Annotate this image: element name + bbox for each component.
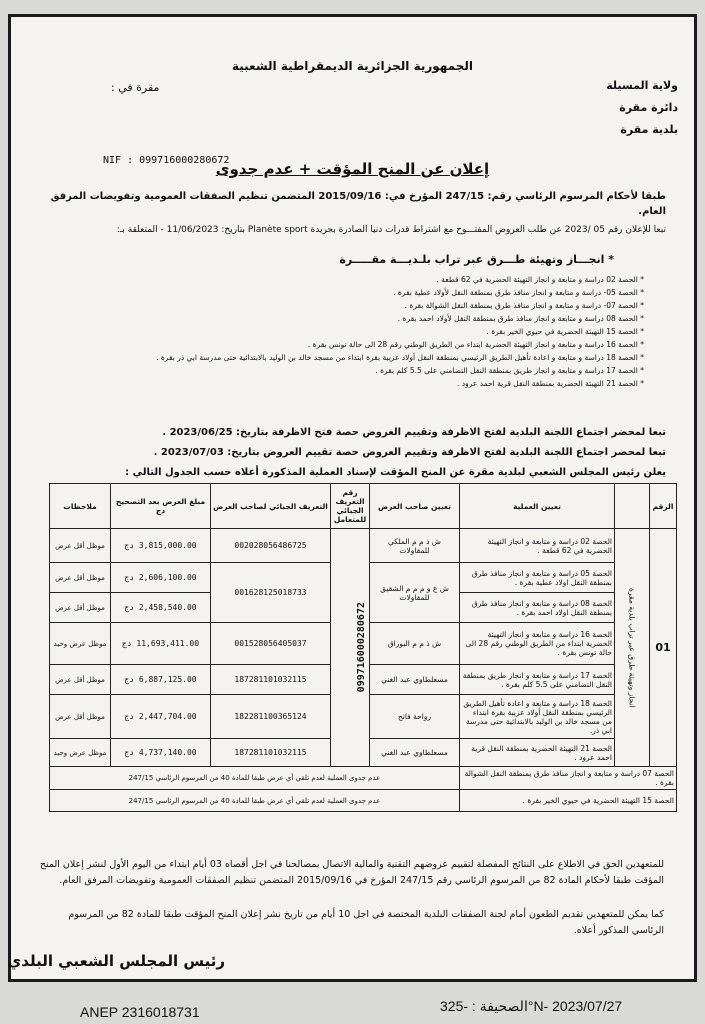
lot-item: * الحصة 08 دراسة و متابعة و انجاز منافذ طرق بمنطقة النقل لأولاد احمد بقرة . [397, 314, 644, 323]
place-date: مقرة في : [111, 81, 160, 94]
amount-value: 11,693,411.00 [136, 639, 200, 648]
announcement-page [8, 14, 697, 982]
award-table [49, 483, 677, 812]
note-cell: موظل عرض وحيد [50, 739, 111, 767]
operation-cell: الحصة 17 دراسة و متابعة و انجاز طريق بمنطقة النقل التضامني على 5.5 كلم بقرة . [460, 665, 615, 695]
table-row-unsuccessful [50, 790, 677, 812]
intro-line-2: تبعا للإعلان رقم 05 /2023 عن طلب العروض المفتـــوح مع اشتراط قدرات دنيا الصادرة بجريدة Planète sport بتاريخ: 11/06/2023 - المتعلقة بـ: [116, 225, 666, 235]
lot-item: * الحصة 15 التهيئة الحضرية في حيوي الخير بقرة . [486, 327, 644, 336]
note-cell: موظل أقل عرض [50, 665, 111, 695]
authority-block [518, 75, 678, 141]
operation-cell: الحصة 08 دراسة و متابعة و انجاز منافذ طرق بمنطقة النقل اولاد احمد بقرة . [460, 593, 615, 623]
project-vertical-label: انجاز وتهيئة طرق عبر تراب بلدية مقرة [615, 529, 650, 767]
fiscal-id-cell: 182281100365124 [211, 695, 331, 739]
header-project [615, 484, 650, 529]
lot-number: 01 [650, 529, 677, 767]
republic-header: الجمهورية الجزائرية الديمقراطية الشعبية [231, 59, 474, 73]
bidder-cell: مسعلطاوي عبد الغني [370, 739, 460, 767]
lot-item: * الحصة 21 التهيئة الحضرية بمنطقة النقل قرية احمد عرود . [456, 379, 644, 388]
amount-value: 2,458,540.00 [138, 603, 197, 612]
nif-cell [331, 529, 370, 767]
amount-value: 6,887,125.00 [138, 675, 197, 684]
wilaya-label: ولاية المسيلة [606, 79, 678, 92]
currency-label: دج [124, 541, 134, 550]
amount-cell [111, 665, 211, 695]
currency-label: دج [124, 603, 134, 612]
note-cell: موظل أقل عرض [50, 563, 111, 593]
lot-item: * الحصة 16 دراسة و متابعة و انجاز التهيئة الحضرية ابتداء من الطريق الوطني رقم 28 الى حالة تونس بقرة . [307, 340, 644, 349]
announcement-title: إعلان عن المنح المؤقت + عدم جدوى [215, 160, 490, 178]
unsuccessful-note: عدم جدوى العملية لعدم تلقي أي عرض طبقا للمادة 40 من المرسوم الرئاسي 247/15 [50, 790, 460, 812]
bidder-cell: رواحة فاتح [370, 695, 460, 739]
operation-cell: الحصة 07 دراسة و متابعة و انجاز منافذ طرق بمنطقة النقل الشوالة بقرة . [460, 767, 677, 790]
lots-list [84, 273, 644, 390]
currency-label: دج [124, 573, 134, 582]
lot-item: * الحصة 18 دراسة و متابعة و اعادة تأهيل الطريق الرئيسي بمنطقة النقل أولاد عزيبة بقرة ابتداء من مسجد خالد بن الوليد بالابتدائية حتى مدرسة ابي ذر بقرة . [156, 353, 644, 362]
note-cell: موظل عرض وحيد [50, 623, 111, 665]
table-row-unsuccessful [50, 767, 677, 790]
minutes-line-1: تبعا لمحضر اجتماع اللجنة البلدية لفتح الاظرفة وتقييم العروض حصة فتح الاظرفة بتاريخ: 2023/06/25 . [162, 427, 666, 438]
fiscal-id-cell: 001528056405037 [211, 623, 331, 665]
baladia-label: بلدية مقرة [620, 123, 678, 136]
bidder-cell: مسعلطاوي عبد الغني [370, 665, 460, 695]
bidder-cell: ش ذ م م البوراق [370, 623, 460, 665]
project-title: * انجـــاز وتهيئة طـــرق عبر تراب بلـديـــة مقـــــرة [339, 253, 614, 266]
fiscal-id-cell: 001628125018733 [211, 563, 331, 623]
anep-reference: ANEP 2316018731 [80, 1004, 200, 1020]
header-amount: مبلغ العرض بعد التصحيح دج [111, 484, 211, 529]
operation-cell: الحصة 18 دراسة و متابعة و اعادة تأهيل الطريق الرئيسي بمنطقة النقل أولاد عزيبة بقرة ابتداء من مسجد خالد بن الوليد بالابتدائية حتى مدرسة ابي ذر. [460, 695, 615, 739]
daira-label: دائرة مقرة [619, 101, 678, 114]
footer-paragraph-1: للمتعهدين الحق في الاطلاع على النتائج المفصلة لتقييم عروضهم التقنية والمالية الاتصال بمصالحنا في اجل أقصاه 03 أيام ابتداء من اليوم الأول لنشر إعلان المنح المؤقت طبقا لأحكام المادة 82 من المرسوم الرئاسي رقم 247/15 المؤرخ في 2015/09/16 المتضمن تنظيم الصفقات العمومية وتفويضات المرفق العام. [39, 859, 664, 886]
note-cell: موظل أقل عرض [50, 529, 111, 563]
currency-label: دج [124, 675, 134, 684]
header-nif: رقم التعريف الجبائي للمتعامل [331, 484, 370, 529]
header-bidder: تعيين صاحب العرض [370, 484, 460, 529]
amount-cell [111, 695, 211, 739]
footer-paragraph-2: كما يمكن للمتعهدين تقديم الطعون أمام لجنة الصفقات البلدية المختصة في اجل 10 أيام من تاريخ نشر إعلان المنح المؤقت طبقا للمادة 82 من المرسوم الرئاسي المذكور أعلاه. [68, 909, 664, 936]
header-notes: ملاحظات [50, 484, 111, 529]
bidder-cell: ش ذ م م الملكي للمقاولات [370, 529, 460, 563]
minutes-line-3: يعلن رئيس المجلس الشعبي لبلدية مقرة عن المنح المؤقت لإسناد العملية المذكورة أعلاه حسب الجدول التالي : [125, 467, 666, 478]
fiscal-id-cell: 187281101032115 [211, 739, 331, 767]
lot-item: * الحصة 17 دراسة و متابعة و انجاز طريق بمنطقة النقل التضامني على 5.5 كلم بقرة . [375, 366, 644, 375]
fiscal-id-cell: 187281101032115 [211, 665, 331, 695]
intro-line-1: طبقا لأحكام المرسوم الرئاسي رقم: 247/15 المؤرخ في: 2015/09/16 المتضمن تنظيم الصفقات العمومية وتفويضات المرفق العام. [50, 191, 666, 217]
currency-label: دج [121, 639, 132, 648]
operation-cell: الحصة 21 التهيئة الحضرية بمنطقة النقل قرية احمد عرود . [460, 739, 615, 767]
amount-cell [111, 563, 211, 593]
operation-cell: الحصة 05 دراسة و متابعة و انجاز منافذ طرق بمنطقة النقل اولاد عطية بقرة . [460, 563, 615, 593]
amount-cell [111, 623, 211, 665]
fiscal-id-cell: 002028056486725 [211, 529, 331, 563]
operation-cell: الحصة 02 دراسة و متابعة و انجاز التهيئة الحضرية في 62 قطعة . [460, 529, 615, 563]
header-operation: تعيين العملية [460, 484, 615, 529]
amount-value: 4,737,140.00 [138, 748, 197, 757]
amount-cell [111, 529, 211, 563]
operation-cell: الحصة 15 التهيئة الحضرية في حيوي الخير بقرة . [460, 790, 677, 812]
nif-value: 099716000280672 [356, 602, 367, 693]
unsuccessful-note: عدم جدوى العملية لعدم تلقي أي عرض طبقا للمادة 40 من المرسوم الرئاسي 247/15 [50, 767, 460, 790]
amount-value: 3,815,000.00 [138, 541, 197, 550]
currency-label: دج [124, 748, 134, 757]
amount-cell [111, 739, 211, 767]
header-fiscal-id: التعريف الجبائي لصاحب العرض [211, 484, 331, 529]
note-cell: موظل أقل عرض [50, 593, 111, 623]
newspaper-reference: الصحيفة : -325°N- 2023/07/27 [440, 998, 623, 1014]
amount-value: 2,447,704.00 [138, 712, 197, 721]
lot-item: * الحصة 05- دراسة و متابعة و انجاز منافذ طرق بمنطقة النقل لأولاد عطية بقرة . [393, 288, 644, 297]
operation-cell: الحصة 16 دراسة و متابعة و انجاز التهيئة الحضرية ابتداء من الطريق الوطني رقم 28 الى حالة تونس بقرة . [460, 623, 615, 665]
minutes-line-2: تبعا لمحضر اجتماع اللجنة البلدية لفتح الاظرفة وتقييم العروض حصة تقييم العروض بتاريخ: 2023/07/03 . [153, 447, 666, 458]
table-row [50, 529, 677, 563]
currency-label: دج [124, 712, 134, 721]
nif-number: NIF : 099716000280672 [103, 155, 230, 166]
header-num: الرقم [650, 484, 677, 529]
amount-value: 2,606,100.00 [138, 573, 197, 582]
bidder-cell: ش ع و م م م الشقيق للمقاولات [370, 563, 460, 623]
amount-cell [111, 593, 211, 623]
lot-item: * الحصة 02 دراسة و متابعة و انجاز التهيئة الحضرية في 62 قطعة . [436, 275, 644, 284]
lot-item: * الحصة 07- دراسة و متابعة و انجاز منافذ طرق بمنطقة النقل الشوالة بقرة . [404, 301, 644, 310]
signature-title: رئيس المجلس الشعبي البلدي [7, 952, 225, 970]
note-cell: موظل أقل عرض [50, 695, 111, 739]
table-header-row [50, 484, 677, 529]
